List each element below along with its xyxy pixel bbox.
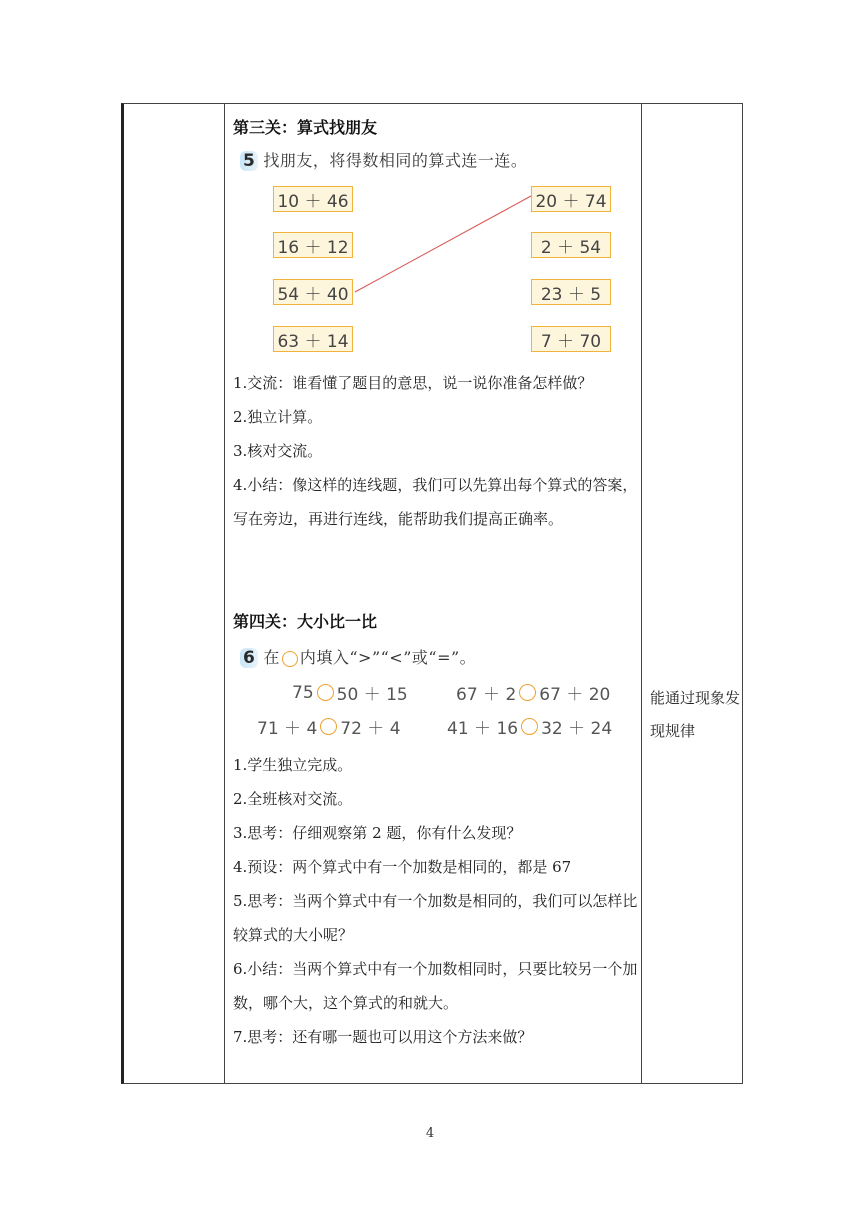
compare-item-4 (447, 714, 612, 739)
section4-step-4: 4.预设：两个算式中有一个加数是相同的，都是 67 (233, 858, 572, 876)
question-number-6: 6 (240, 648, 258, 668)
section4-prompt-post: 内填入“>”“<”或“=”。 (299, 648, 477, 667)
right-expr-3[interactable]: 23 ＋ 5 (531, 279, 611, 305)
answer-circle-2[interactable] (519, 684, 536, 701)
compare-left: 71 ＋ 4 (257, 719, 318, 739)
section4-step-1: 1.学生独立完成。 (233, 756, 353, 774)
question-number-5: 5 (240, 151, 258, 171)
section4-step-2: 2.全班核对交流。 (233, 790, 353, 808)
compare-left: 41 ＋ 16 (447, 719, 519, 739)
compare-item-3 (257, 714, 401, 739)
compare-left: 67 ＋ 2 (456, 685, 517, 705)
section4-step-5: 5.思考：当两个算式中有一个加数是相同的，我们可以怎样比较算式的大小呢？ (233, 892, 638, 944)
circle-icon (282, 651, 298, 667)
compare-right: 32 ＋ 24 (541, 719, 613, 739)
right-expr-2[interactable]: 2 ＋ 54 (531, 232, 611, 258)
compare-item-1 (292, 680, 408, 705)
answer-circle-4[interactable] (521, 718, 538, 735)
match-connector (355, 196, 531, 292)
section3-title: 第三关：算式找朋友 (233, 118, 378, 137)
section3-step-4: 4.小结：像这样的连线题，我们可以先算出每个算式的答案，写在旁边，再进行连线，能帮助我们提高正确率。 (233, 476, 638, 528)
section3-prompt-text: 找朋友，将得数相同的算式连一连。 (263, 151, 528, 170)
section4-step-7: 7.思考：还有哪一题也可以用这个方法来做？ (233, 1028, 533, 1046)
left-expr-2[interactable]: 16 ＋ 12 (273, 232, 353, 258)
left-expr-4[interactable]: 63 ＋ 14 (273, 326, 353, 352)
section4-prompt (240, 645, 476, 668)
compare-left: 75 (292, 682, 314, 703)
left-expr-1[interactable]: 10 ＋ 46 (273, 186, 353, 212)
right-expr-4[interactable]: 7 ＋ 70 (531, 326, 611, 352)
answer-circle-3[interactable] (320, 718, 337, 735)
compare-item-2 (456, 680, 610, 705)
right-expr-1[interactable]: 20 ＋ 74 (531, 186, 611, 212)
answer-circle-1[interactable] (317, 684, 334, 701)
lesson-table (121, 103, 743, 1084)
content-column (225, 104, 641, 1083)
compare-right: 50 ＋ 15 (336, 685, 408, 705)
section4-prompt-pre: 在 (263, 648, 280, 667)
section3-step-1: 1.交流：谁看懂了题目的意思，说一说你准备怎样做？ (233, 374, 593, 392)
section4-step-3: 3.思考：仔细观察第 2 题，你有什么发现？ (233, 824, 522, 842)
section3-step-2: 2.独立计算。 (233, 408, 323, 426)
page-number: 4 (425, 1126, 435, 1141)
remark-text: 能通过现象发现规律 (650, 689, 741, 740)
left-expr-3[interactable]: 54 ＋ 40 (273, 279, 353, 305)
section4-title: 第四关：大小比一比 (233, 612, 378, 631)
remark-column (642, 104, 742, 1083)
compare-right: 67 ＋ 20 (539, 685, 611, 705)
compare-right: 72 ＋ 4 (340, 719, 401, 739)
section3-prompt (240, 148, 527, 171)
section4-step-6: 6.小结：当两个算式中有一个加数相同时，只要比较另一个加数，哪个大，这个算式的和就大。 (233, 960, 638, 1012)
section3-step-3: 3.核对交流。 (233, 442, 323, 460)
